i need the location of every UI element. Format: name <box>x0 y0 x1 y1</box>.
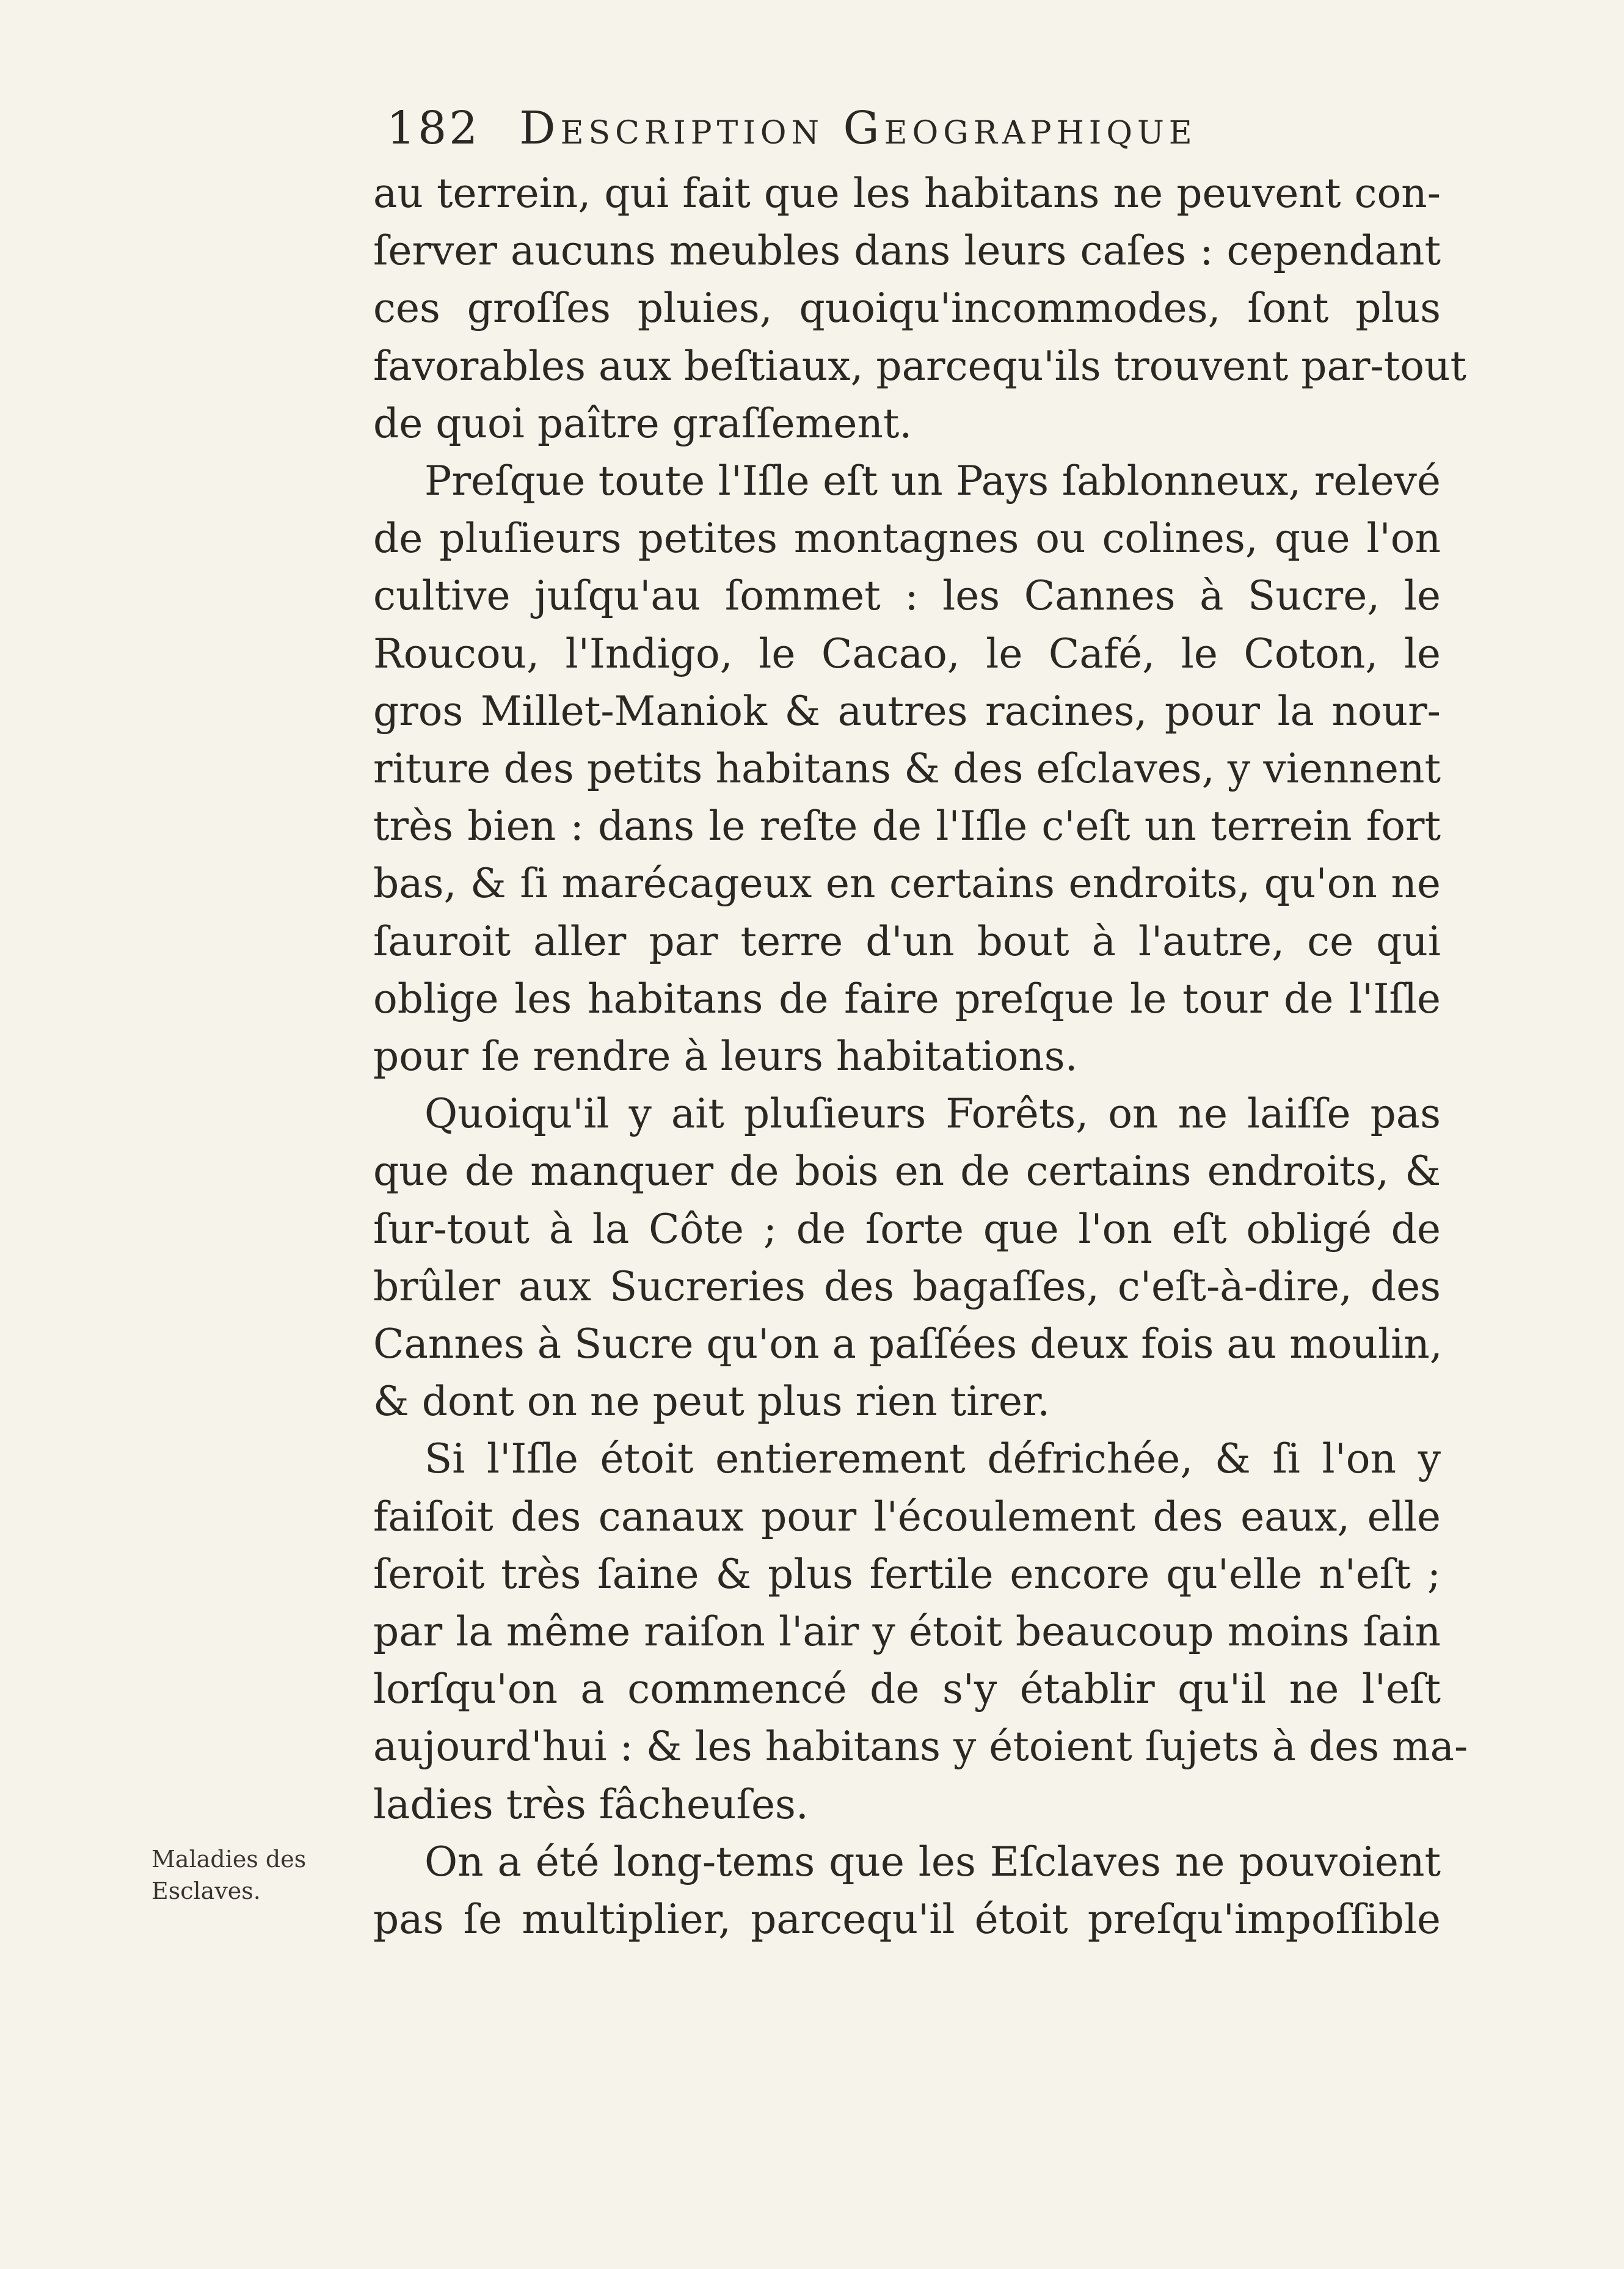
page-number: 182 <box>387 102 481 155</box>
text-line: ces groſſes pluies, quoiqu'incommodes, ſont plus <box>373 285 1441 332</box>
running-title: Description Geographique <box>519 102 1197 155</box>
text-line: ſeroit très ſaine & plus fertile encore qu'elle n'eſt ; <box>373 1550 1441 1598</box>
text-line: Preſque toute l'Iſle eſt un Pays ſablonneux, relevé <box>424 457 1441 505</box>
text-line: aujourd'hui : & les habitans y étoient ſujets à des ma- <box>373 1723 1468 1771</box>
body-text <box>373 165 1468 1948</box>
text-line: cultive juſqu'au ſommet : les Cannes à Sucre, le <box>373 572 1441 620</box>
margin-note-line: Esclaves. <box>151 1877 261 1904</box>
text-line: faiſoit des canaux pour l'écoulement des eaux, elle <box>373 1493 1441 1540</box>
text-line: ladies très fâcheuſes. <box>373 1780 809 1828</box>
text-line: Si l'Iſle étoit entierement défrichée, & ſi l'on y <box>424 1435 1441 1483</box>
text-line: oblige les habitans de faire preſque le tour de l'Iſle <box>373 975 1441 1022</box>
text-line: bas, & ſi marécageux en certains endroits, qu'on ne <box>373 860 1441 908</box>
text-line: ſerver aucuns meubles dans leurs caſes : cependant <box>373 227 1441 275</box>
text-line: lorſqu'on a commencé de s'y établir qu'il ne l'eſt <box>373 1666 1441 1713</box>
text-line: pour ſe rendre à leurs habitations. <box>373 1033 1078 1080</box>
text-line: très bien : dans le reſte de l'Iſle c'eſt un terrein fort <box>373 803 1441 850</box>
text-line: riture des petits habitans & des eſclaves, y viennent <box>373 745 1441 793</box>
text-line: brûler aux Sucreries des bagaſſes, c'eſt-à-dire, des <box>373 1262 1441 1310</box>
text-line: gros Millet-Maniok & autres racines, pour la nour- <box>373 687 1441 735</box>
text-line: ſur-tout à la Côte ; de ſorte que l'on eſt obligé de <box>373 1205 1441 1253</box>
margin-note <box>151 1843 353 1907</box>
text-line: de quoi paître graſſement. <box>373 399 912 447</box>
text-line: au terrein, qui fait que les habitans ne peuvent con- <box>373 170 1441 217</box>
margin-note-line: Maladies des <box>151 1846 307 1873</box>
text-line: ſauroit aller par terre d'un bout à l'autre, ce qui <box>373 917 1441 965</box>
text-line: Roucou, l'Indigo, le Cacao, le Café, le Coton, le <box>373 630 1441 677</box>
text-line: Quoiqu'il y ait pluſieurs Forêts, on ne laiſſe pas <box>424 1090 1441 1138</box>
text-line: Cannes à Sucre qu'on a paſſées deux fois au moulin, <box>373 1320 1443 1368</box>
text-line: pas ſe multiplier, parcequ'il étoit preſqu'impoſſible <box>373 1896 1441 1943</box>
text-line: que de manquer de bois en de certains endroits, & <box>373 1148 1441 1195</box>
running-header <box>387 101 1358 156</box>
text-line: & dont on ne peut plus rien tirer. <box>373 1378 1051 1426</box>
text-line: par la même raiſon l'air y étoit beaucoup moins ſain <box>373 1608 1441 1656</box>
text-line: favorables aux beſtiaux, parcequ'ils trouvent par-tout <box>373 342 1466 390</box>
text-line: On a été long-tems que les Eſclaves ne pouvoient <box>424 1838 1441 1885</box>
text-line: de pluſieurs petites montagnes ou colines, que l'on <box>373 515 1441 563</box>
